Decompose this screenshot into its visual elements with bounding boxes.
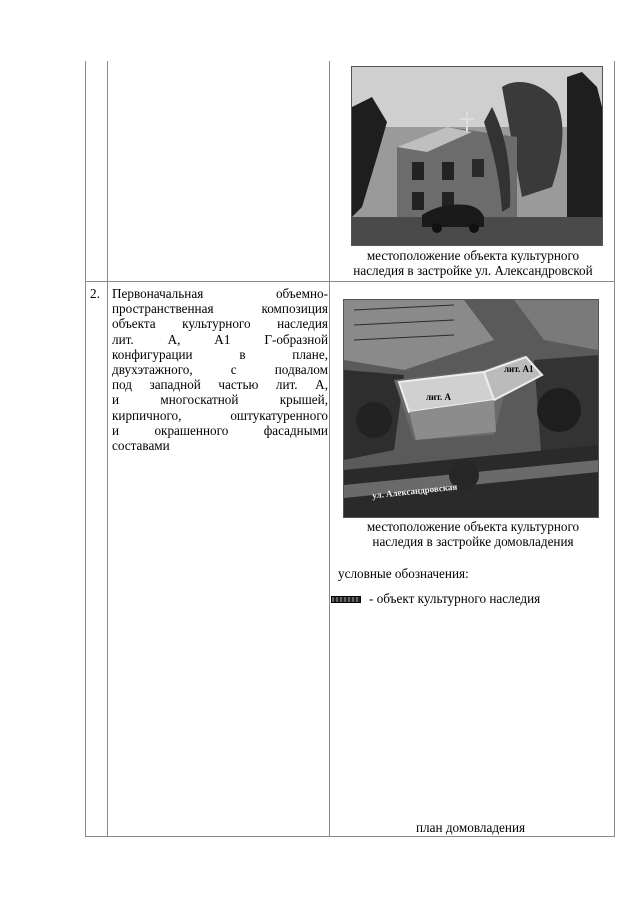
description-line: пространственная композиция [112, 301, 328, 317]
table-col-divider-1 [107, 61, 108, 837]
description-line: объекта культурного наследия [112, 316, 328, 332]
description-line: и окрашенного фасадными [112, 422, 328, 438]
description-line: под западной частью лит. А, [112, 377, 328, 393]
description-line: и многоскатной крышей, [112, 392, 328, 408]
label-street: ул. Александровская [371, 481, 458, 501]
caption-line: наследия в застройке ул. Александровской [353, 263, 593, 279]
legend-title: условные обозначения: [338, 566, 469, 581]
table-border-bottom [85, 836, 615, 837]
description-line: конфигурации в плане, [112, 346, 328, 362]
plan-label: план домовладения [416, 820, 526, 835]
label-lit-a: лит. А [426, 392, 451, 402]
table-border-left [85, 61, 86, 837]
description-line: Первоначальная объемно- [112, 286, 328, 301]
caption-line: местоположение объекта культурного [366, 519, 580, 534]
caption-line: местоположение объекта культурного [366, 248, 580, 263]
table-col-divider-2 [329, 61, 330, 837]
description-line: лит. А, А1 Г-образной [112, 331, 328, 347]
label-lit-a1: лит. А1 [504, 364, 534, 374]
legend-row [331, 591, 540, 607]
description-line: кирпичного, оштукатуренного [112, 407, 328, 423]
legend-item-label: - объект культурного наследия [369, 591, 541, 606]
table-row-divider [85, 281, 615, 282]
caption-line: наследия в застройке домовладения [372, 534, 574, 550]
object-description [112, 286, 328, 453]
description-line: составами [112, 437, 170, 453]
aerial-photo [343, 299, 599, 518]
photo-caption-aerial [331, 519, 615, 549]
building-street-photo [351, 66, 603, 246]
description-line: двухэтажного, с подвалом [112, 361, 328, 377]
row-number: 2. [90, 286, 100, 301]
photo-caption-street [331, 248, 615, 278]
legend-swatch-icon [331, 596, 361, 603]
table-border-right [614, 61, 615, 837]
